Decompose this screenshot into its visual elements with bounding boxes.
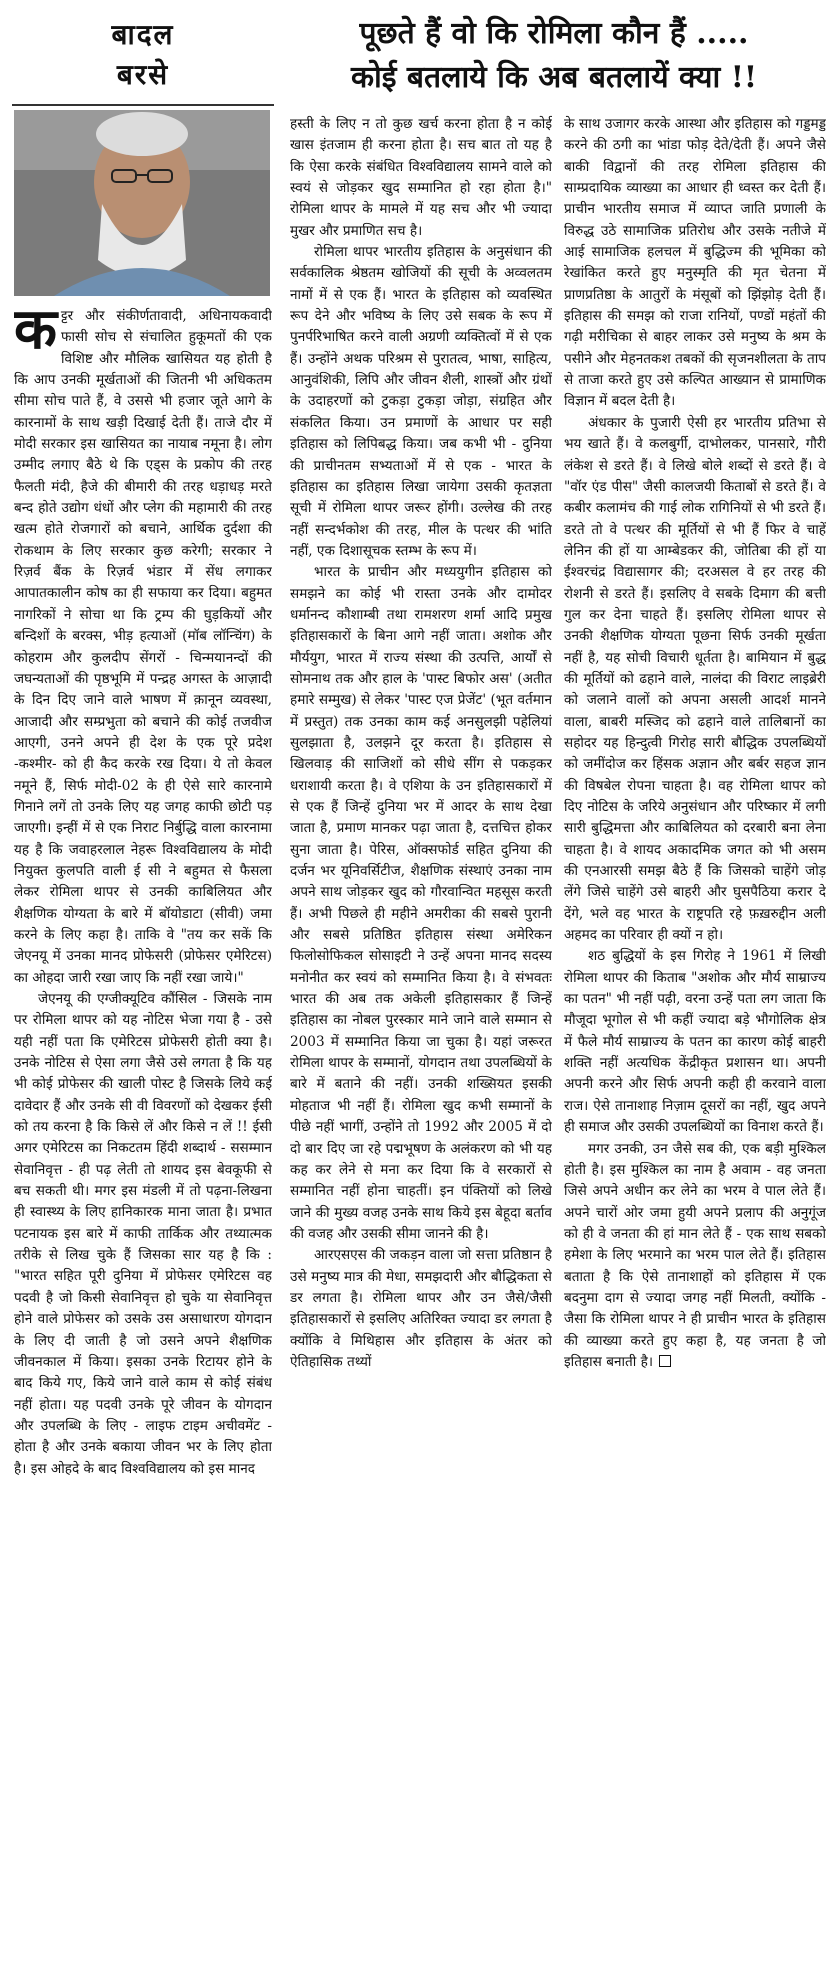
headline-line2: कोई बतलाये कि अब बतलायें क्या !! [350,60,758,95]
paragraph-text: ट्टर और संकीर्णतावादी, अधिनायकवादी फासी सोच से संचालित हुकूमतों की एक विशिष्ट और मौलिक खासियत यह होती है कि आप उनकी मूर्खताओं की जितनी भी अधिकतम सीमा सोच पाते हैं, वे उससे भी हजार जूते आगे के कारनामों के साथ खड़ी दिखाई देती हैं। ताजे दौर में मोदी सरकार इस खासियत का नायाब नमूना है। लोग उम्मीद लगाए बैठे थे कि एड्स के प्रकोप की तरह फैलती मंदी, हैजे की बीमारी की तरह धड़ाधड़ मरते बन्द होते उद्योग धंधों और प्लेग की महामारी की तरह खत्म होते रोजगारों को बचाने, आर्थिक दुर्दशा की रोकथाम के लिए सरकार कुछ करेगी; सरकार ने रिज़र्व बैंक के रिज़र्व भंडार में सेंध लगाकर आपातकालीन कोष का ही सफाया कर दिया। बहुमत नागरिकों ने सोचा था कि ट्रम्प की घुड़कियों और बन्दिशों के बरक्स, भीड़ हत्याओं (मॉब लॉन्चिंग) के कोहराम और कुलदीप सेंगरों - चिन्मयानन्दों की जघन्यताओं की पृष्ठभूमि में पन्द्रह अगस्त के आज़ादी के दिन दिए जाने वाले भाषण में क़ानून व्यवस्था, आजादी और सम्प्रभुता को बचाने की कोई तजवीज आएगी, उनने अपने ही देश के एक पूरे प्रदेश -कश्मीर- को ही कैद करके रख दिया। ये तो केवल नमूने हैं, सिर्फ मोदी-02 के ही ऐसे सारे कारनामे गिनाने लगें तो उनके लिए यह जगह काफी छोटी पड़ जाएगी। इन्हीं में से एक निराट निर्बुद्धि वाला कारनामा यह है कि जवाहरलाल नेहरू विश्वविद्यालय के मोदी नियुक्त कुलपति वाली ई सी ने बहुमत से फैसला लेकर रोमिला थापर से उनकी काबिलियत और शैक्षणिक योग्यता के बारे में बॉयोडाटा (सीवी) जमा करने के लिए कहा है। ताकि वे "तय कर सकें कि जेएनयू में उनका मानद प्रोफेसरी (प्रोफेसर एमेरिटस) का ओहदा जारी रखा जाए कि नहीं रखा जाये।" [14,308,272,986]
paragraph-text: मगर उनकी, उन जैसे सब की, एक बड़ी मुश्किल होती है। इस मुश्किल का नाम है अवाम - वह जनता जिसे अपने अधीन कर लेने का भरम वे पाल लेते हैं। अपने चारों ओर जमा हुयी अपने प्रलाप की अनुगूंज को ही वे जनता की हां मान लेते हैं - एक साथ सबको हमेशा के लिए भरमाने का भरम पाल लेते हैं। इतिहास बताता है कि ऐसे तानाशाहों को इतिहास में एक बदनुमा दाग से ज्यादा जगह नहीं मिलती, क्योंकि - जैसा कि रोमिला थापर ने ही प्राचीन भारत के इतिहास की व्याख्या करते हुए कहा है, यह जनता है जो इतिहास बनाती है। [564,1140,826,1370]
column-label-line2: बरसे [116,58,170,91]
author-photo-image [14,110,270,296]
paragraph: अंधकार के पुजारी ऐसी हर भारतीय प्रतिभा से भय खाते हैं। वे कलबुर्गी, दाभोलकर, पानसारे, गौरी लंकेश से डरते हैं। वे लिखे बोले शब्दों से डरते हैं। वे "वॉर एंड पीस" जैसी कालजयी किताबों से डरते हैं। वे कबीर कलामंच की गाई लोक रागिनियों से भी डरते हैं। डरते तो वे पत्थर की मूर्तियों से भी हैं फिर वे चाहें लेनिन की हों या आम्बेडकर की, जोतिबा की हों या ईश्वरचंद्र विद्यासागर की; दरअसल वे हर तरह की रोशनी से डरते हैं। इसलिए वे सबके दिमाग की बत्ती गुल कर देना चाहते हैं। इसलिए रोमिला थापर से उनकी शैक्षणिक योग्यता पूछना सिर्फ उनकी मूर्खता नहीं है, यह सोची विचारी धूर्तता है। बामियान में बुद्ध की मूर्तियों को ढहाने वाले, नालंदा की विराट लाइब्रेरी को जलाने वालों को अपना असली आदर्श मानने वाला, बाबरी मस्जिद को ढहाने वाले तालिबानों का सहोदर यह हिन्दुत्वी गिरोह सारी बौद्धिक उपलब्धियों को जमींदोज कर हिंसक अज्ञान और बर्बर सहज ज्ञान की विषबेल रोपना चाहता है। वह रोमिला थापर को दिए नोटिस के जरिये अनुसंधान और परिष्कार में लगी सारी बुद्धिमत्ता और काबिलियत को दरबारी बना लेना चाहता है। वे शायद अकादमिक जगत को भी असम की एनआरसी समझ बैठे हैं कि जिसको चाहेंगे जोड़ लेंगे जिसे चाहेंगे उसे बाहरी और घुसपैठिया करार दे देंगे, भले वह भारत के राष्ट्रपति रहे फ़ख़रुद्दीन अली अहमद का परिवार ही क्यों न हो। [564,414,826,944]
drop-cap: क [14,306,58,362]
article-column-1 [14,306,272,1966]
paragraph: आरएसएस की जकड़न वाला जो सत्ता प्रतिष्ठान है उसे मनुष्य मात्र की मेधा, समझदारी और बौद्धिकता से डर लगता है। रोमिला थापर और उन जैसे/जैसी इतिहासकारों से इसलिए अतिरिक्त ज्यादा डर लगता है क्योंकि वे मिथिहास और इतिहास के अंतर को ऐतिहासिक तथ्यों [290,1247,552,1370]
paragraph: हस्ती के लिए न तो कुछ खर्च करना होता है न कोई खास इंतजाम ही करना होता है। सच बात तो यह है कि ऐसा करके संबंधित विश्वविद्यालय सामने वाले को स्वयं से जोड़कर खुद सम्मानित हो रहा होता है।" रोमिला थापर के मामले में यह सच और भी ज्यादा मुखर और प्रमाणित सच है। [290,116,552,239]
paragraph [564,1139,826,1374]
author-photo [14,110,270,296]
article-column-2 [290,114,552,1969]
paragraph: शठ बुद्धियों के इस गिरोह ने 1961 में लिखी रोमिला थापर की किताब "अशोक और मौर्य साम्राज्य का पतन" भी नहीं पढ़ी, वरना उन्हें पता लग जाता कि मौजूदा भूगोल से भी कहीं ज्यादा बड़े भौगोलिक क्षेत्र में फैले मौर्य साम्राज्य के पतन का कारण कोई बाहरी शक्ति नहीं अत्यधिक केंद्रीकृत प्रशासन था। अपनी अपनी करने और सिर्फ अपनी कही ही करवाने वाला राज। ऐसे तानाशाह निज़ाम दूसरों का नहीं, खुद अपने ही समाज और उसकी उपलब्धियों का विनाश करते हैं। [564,948,826,1136]
newspaper-page [8,6,828,1971]
column-label-line1: बादल [111,18,175,51]
headline [284,6,824,106]
paragraph [14,306,272,989]
paragraph: जेएनयू की एग्जीक्यूटिव कौंसिल - जिसके नाम पर रोमिला थापर को यह नोटिस भेजा गया है - उसे यही नहीं पता कि एमेरिटस प्रोफेसरी होती क्या है। उनके नोटिस से ऐसा लगा जैसे उसे लगता है कि यह भी कोई प्रोफेसर की खाली पोस्ट है जिसके लिये कई दावेदार हैं और उनके सी वी विवरणों को देखकर ईसी को तय करना है कि किसे लें और किसे न लें !! ईसी अगर एमेरिटस का निकटतम हिंदी शब्दार्थ - ससम्मान सेवानिवृत्त - ही पढ़ लेती तो शायद इस बेवकूफी से बच सकती थी। मगर इस मंडली में तो पढ़ना-लिखना ही स्वास्थ्य के लिए हानिकारक माना जाता है। प्रभात पटनायक इस बारे में काफी तार्किक और तथ्यात्मक तरीके से लिख चुके हैं जिसका सार यह है कि : "भारत सहित पूरी दुनिया में प्रोफेसर एमेरिटस वह पदवी है जो किसी सेवानिवृत्त हो चुके या सेवानिवृत्त होने वाले प्रोफेसर को उसके उस असाधारण योगदान के लिए दी जाती है जो उसने अपने शैक्षणिक जीवनकाल में किया। इसका उनके रिटायर होने के बाद किये गए, किये जाने वाले काम से कोई संबंध नहीं होता। यह पदवी उनके पूरे जीवन के योगदान और उपलब्धि के लिए - लाइफ टाइम अचीवमेंट - होता है और उनके बकाया जीवन भर के लिए होता है। इस ओहदे के बाद विश्वविद्यालय को इस मानद [14,991,272,1477]
headline-line1: पूछते हैं वो कि रोमिला कौन हैं ..... [359,16,749,51]
paragraph: भारत के प्राचीन और मध्ययुगीन इतिहास को समझने का कोई भी रास्ता उनके और दामोदर धर्मानन्द कौशाम्बी तथा रामशरण शर्मा आदि प्रमुख इतिहासकारों के बिना आगे नहीं जाता। अशोक और मौर्ययुग, भारत में राज्य संस्था की उत्पत्ति, आर्यों से सोमनाथ तक और हाल के 'पास्ट बिफोर अस' (अतीत हमारे सम्मुख) से लेकर 'पास्ट एज प्रेजेंट' (भूत वर्तमान में प्रस्तुत) तक उनका काम कई अनसुलझी पहेलियां सुलझाता है, उलझने दूर करता है। इतिहास से खिलवाड़ की साजिशों को सीधे सींग से पकड़कर धराशायी करता है। वे एशिया के उन इतिहासकारों में से एक हैं जिन्हें दुनिया भर में आदर के साथ देखा जाता है, प्रमाण मानकर पढ़ा जाता है, दत्तचित्त होकर सुना जाता है। पेरिस, ऑक्सफोर्ड सहित दुनिया की दर्जन भर यूनिवर्सिटीज, शैक्षणिक संस्थाएं उनका नाम अपने साथ जोड़कर खुद को गौरवान्वित महसूस करती हैं। अभी पिछले ही महीने अमरीका की सबसे पुरानी और सबसे प्रतिष्ठित इतिहास संस्था अमेरिकन फिलोसोफिकल सोसाइटी ने उन्हें अपना मानद सदस्य मनोनीत कर स्वयं को सम्मानित किया है। वे संभवतः भारत की अब तक अकेली इतिहासकार हैं जिन्हें इतिहास का नोबल पुरस्कार माने जाने वाले सम्मान से 2003 में सम्मानित किया जा चुका है। यहां जरूरत रोमिला थापर के सम्मानों, योगदान तथा उपलब्धियों के बारे में बताने की नहीं। उनकी शख्सियत इसकी मोहताज भी नहीं हैं। रोमिला खुद कभी सम्मानों के पीछे नहीं भागीं, उन्होंने तो 1992 और 2005 में दो दो बार दिए जा रहे पद्मभूषण के अलंकरण को भी यह कह कर लेने से मना कर दिया कि वे सरकारों से सम्मानित नहीं होना चाहतीं। इन पंक्तियों को लिखे जाने की मुख्य वजह उनके साथ किये इस बेहूदा बर्ताव की वजह और उसकी सीमा जानने की है। [290,564,552,1242]
article-column-3 [564,114,826,1969]
end-mark-icon [659,1355,671,1367]
column-label [12,6,274,106]
paragraph: के साथ उजागर करके आस्था और इतिहास को गड्डमड्ड करने की ठगी का भांडा फोड़ देते/देती हैं। अपने जैसे बाकी विद्वानों की तरह रोमिला इतिहास की साम्प्रदायिक व्याख्या का आधार ही ध्वस्त कर देती हैं। प्राचीन भारतीय समाज में व्याप्त जाति प्रणाली के विरुद्ध उठे सामाजिक प्रतिरोध और उसके नतीजे में आई सामाजिक हलचल में बुद्धिज्म की भूमिका को रेखांकित करते हुए मनुस्मृति की मृत चेतना में प्राणप्रतिष्ठा के आतुरों के मंसूबों को झिंझोड़ देती हैं। इतिहास की समझ को राजा रानियों, पण्डों महंतों की गढ़ी मरीचिका से बाहर लाकर उसे मनुष्य के श्रम के पसीने और मेहनतकश तबकों की सृजनशीलता के ताप से ताजा करते हुए उसे कल्पित आख्यान से प्रामाणिक विज्ञान में बदल देती है। [564,116,826,410]
paragraph: रोमिला थापर भारतीय इतिहास के अनुसंधान की सर्वकालिक श्रेष्ठतम खोजियों की सूची के अव्वलतम नामों में से एक हैं। भारत के इतिहास को व्यवस्थित रूप देने और भविष्य के लिए उसे सबक के रूप में पुनर्परिभाषित करने वाली अग्रणी व्यक्तित्वों में से एक हैं। उन्होंने अथक परिश्रम से पुरातत्व, भाषा, साहित्य, आनुवंशिकी, लिपि और जीवन शैली, शास्त्रों और ग्रंथों के उदाहरणों को टुकड़ा टुकड़ा जोड़ा, संग्रहित और संकलित किया। उन प्रमाणों के आधार पर सही इतिहास को लिपिबद्ध किया। जब कभी भी - दुनिया की प्राचीनतम सभ्यताओं में से एक - भारत के इतिहास का इतिहास लिखा जायेगा उसकी कृतज्ञता सूची में रोमिला थापर जरूर होंगी। उल्लेख की तरह नहीं सन्दर्भकोश की तरह, मील के पत्थर की भांति नहीं, एक दिशासूचक स्तम्भ के रूप में। [290,244,552,559]
